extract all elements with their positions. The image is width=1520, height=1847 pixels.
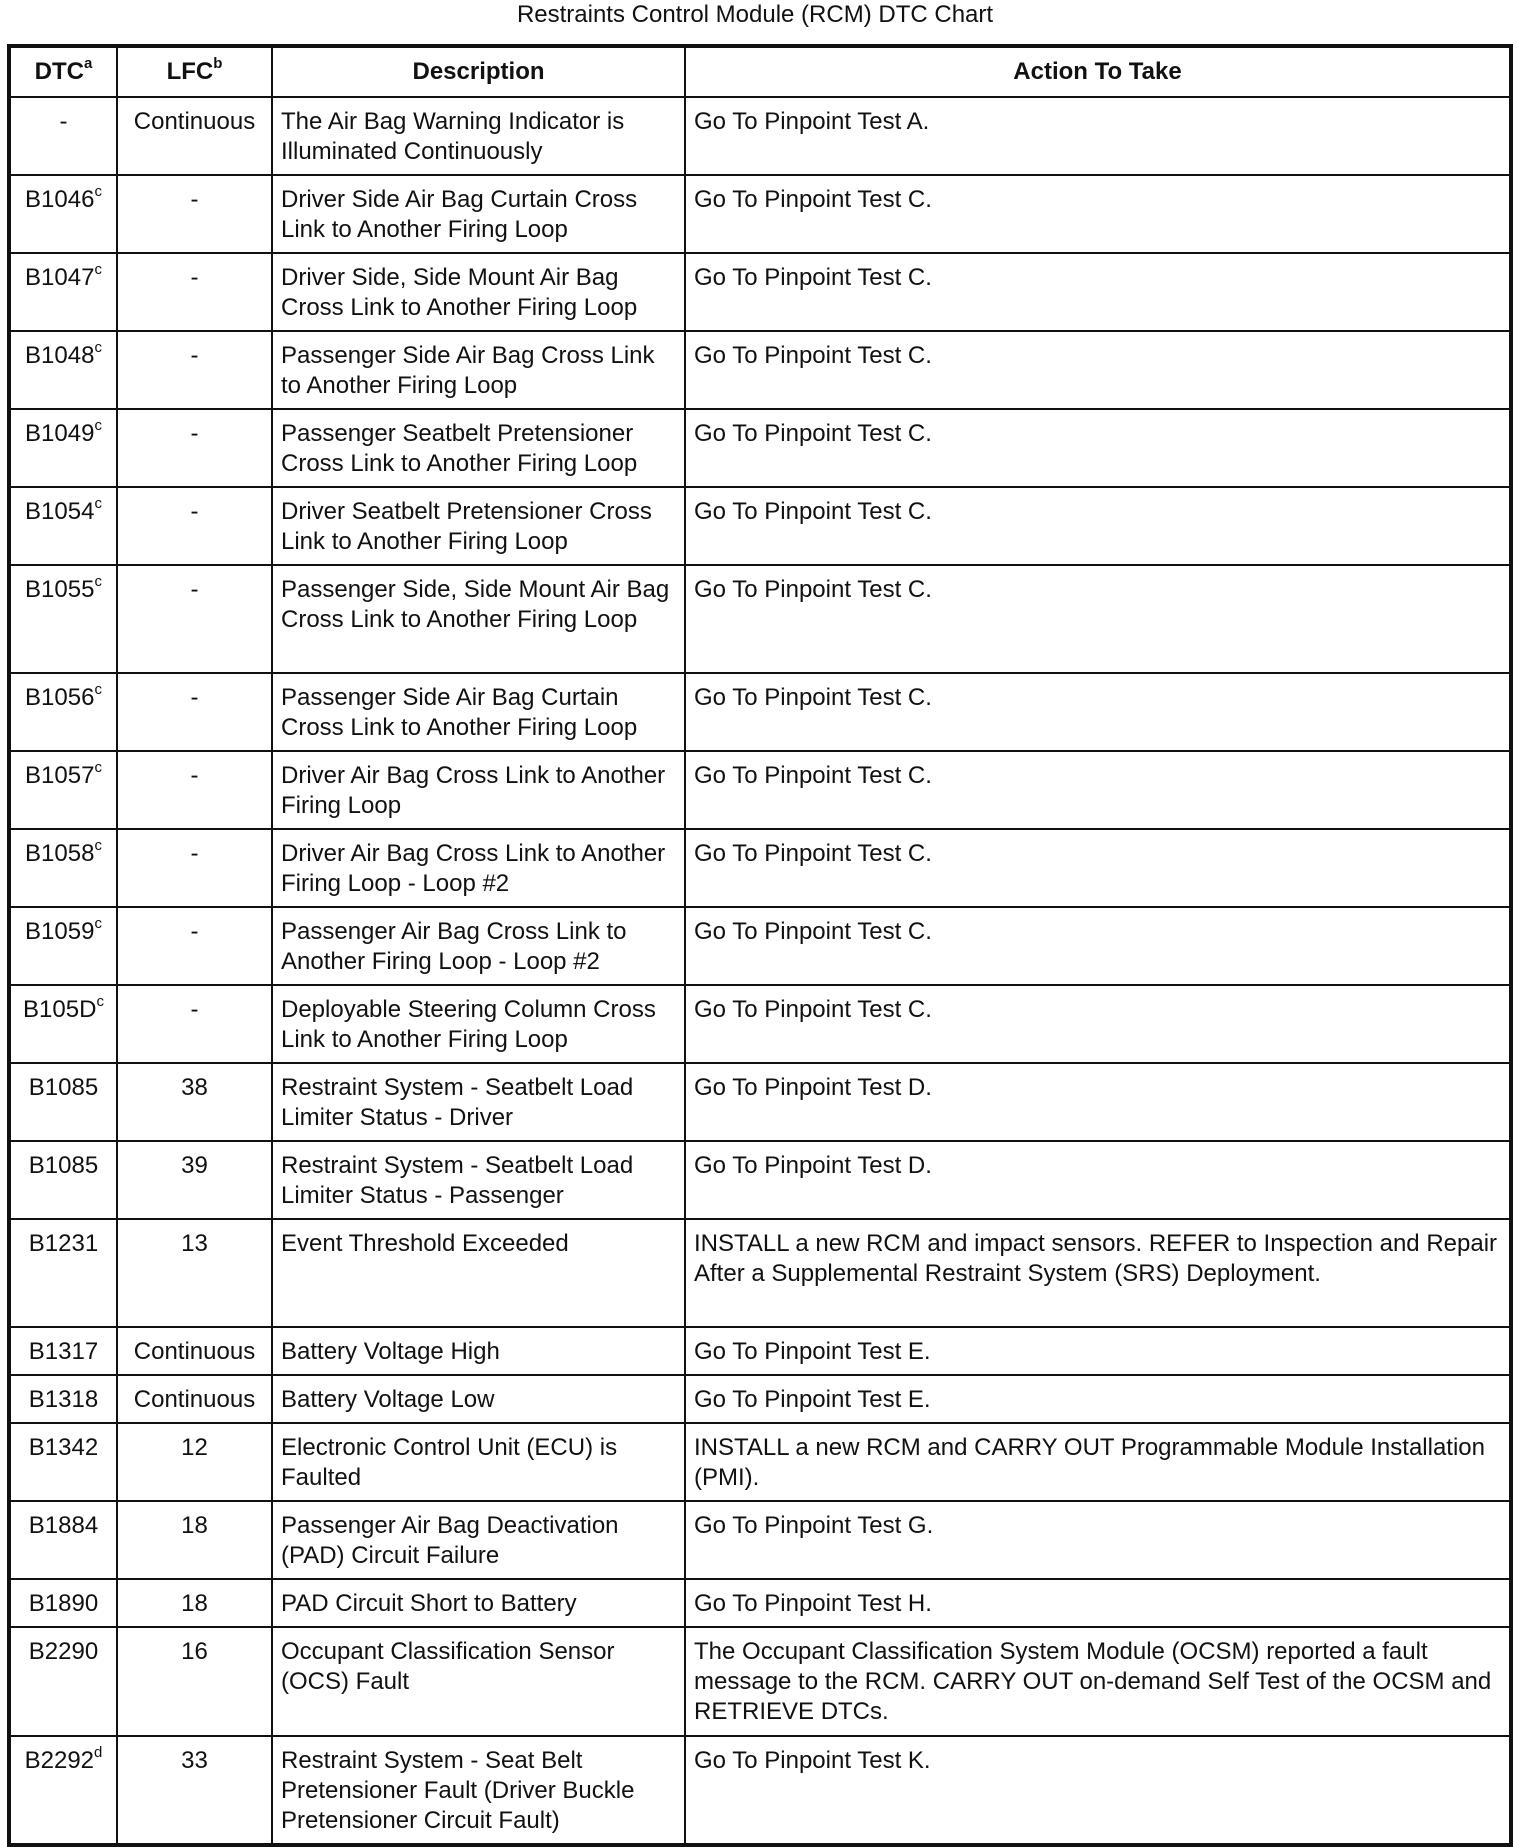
dtc-cell: B1890 [9, 1579, 117, 1627]
table-row [9, 487, 1511, 565]
lfc-cell: 33 [117, 1736, 272, 1845]
lfc-cell: 39 [117, 1141, 272, 1219]
table-row [9, 1141, 1511, 1219]
table-row [9, 751, 1511, 829]
table-row [9, 1063, 1511, 1141]
description-cell: Restraint System - Seatbelt Load Limiter Status - Driver [272, 1063, 685, 1141]
description-cell: Battery Voltage Low [272, 1375, 685, 1423]
action-cell: Go To Pinpoint Test C. [685, 331, 1511, 409]
dtc-cell: B1046$^c$ [9, 175, 117, 253]
lfc-cell: Continuous [117, 1327, 272, 1375]
description-cell: Passenger Air Bag Deactivation (PAD) Circuit Failure [272, 1501, 685, 1579]
lfc-cell: - [117, 487, 272, 565]
dtc-cell: B1049$^c$ [9, 409, 117, 487]
lfc-cell: - [117, 673, 272, 751]
description-cell: Passenger Side, Side Mount Air Bag Cross Link to Another Firing Loop [272, 565, 685, 673]
action-cell: Go To Pinpoint Test D. [685, 1063, 1511, 1141]
dtc-cell: B1055$^c$ [9, 565, 117, 673]
action-cell: Go To Pinpoint Test C. [685, 751, 1511, 829]
description-cell: PAD Circuit Short to Battery [272, 1579, 685, 1627]
lfc-cell: 16 [117, 1627, 272, 1736]
lfc-cell: - [117, 907, 272, 985]
table-row [9, 409, 1511, 487]
action-cell: Go To Pinpoint Test G. [685, 1501, 1511, 1579]
table-row [9, 1423, 1511, 1501]
table-row [9, 97, 1511, 175]
action-cell: INSTALL a new RCM and impact sensors. REFER to Inspection and Repair After a Supplemental Restraint System (SRS) Deployment. [685, 1219, 1511, 1327]
table-row [9, 1627, 1511, 1736]
action-cell: Go To Pinpoint Test K. [685, 1736, 1511, 1845]
lfc-cell: - [117, 253, 272, 331]
action-cell: Go To Pinpoint Test C. [685, 673, 1511, 751]
page-title: Restraints Control Module (RCM) DTC Chart [516, 1, 994, 28]
table-header-row [9, 46, 1511, 97]
lfc-cell: - [117, 751, 272, 829]
description-cell: Battery Voltage High [272, 1327, 685, 1375]
dtc-cell: - [9, 97, 117, 175]
table-row [9, 175, 1511, 253]
lfc-cell: - [117, 409, 272, 487]
dtc-cell: B1058$^c$ [9, 829, 117, 907]
action-cell: Go To Pinpoint Test C. [685, 985, 1511, 1063]
dtc-cell: B1054$^c$ [9, 487, 117, 565]
header-dtc: DTC$^a$ [9, 46, 117, 97]
table-row [9, 331, 1511, 409]
dtc-cell: B1884 [9, 1501, 117, 1579]
action-cell: Go To Pinpoint Test C. [685, 829, 1511, 907]
description-cell: Driver Air Bag Cross Link to Another Firing Loop [272, 751, 685, 829]
table-row [9, 673, 1511, 751]
description-cell: Restraint System - Seat Belt Pretensioner Fault (Driver Buckle Pretensioner Circuit Fault) [272, 1736, 685, 1845]
table-row [9, 1579, 1511, 1627]
dtc-cell: B1342 [9, 1423, 117, 1501]
lfc-cell: 38 [117, 1063, 272, 1141]
description-cell: Driver Seatbelt Pretensioner Cross Link to Another Firing Loop [272, 487, 685, 565]
dtc-cell: B1085 [9, 1063, 117, 1141]
header-action: Action To Take [685, 46, 1511, 97]
action-cell: Go To Pinpoint Test E. [685, 1327, 1511, 1375]
dtc-cell: B1231 [9, 1219, 117, 1327]
lfc-cell: - [117, 565, 272, 673]
action-cell: Go To Pinpoint Test C. [685, 487, 1511, 565]
lfc-cell: 18 [117, 1579, 272, 1627]
lfc-cell: 12 [117, 1423, 272, 1501]
table-row [9, 1501, 1511, 1579]
dtc-chart-table [7, 44, 1513, 1847]
dtc-cell: B1317 [9, 1327, 117, 1375]
description-cell: Event Threshold Exceeded [272, 1219, 685, 1327]
description-cell: The Air Bag Warning Indicator is Illuminated Continuously [272, 97, 685, 175]
action-cell: Go To Pinpoint Test A. [685, 97, 1511, 175]
description-cell: Restraint System - Seatbelt Load Limiter Status - Passenger [272, 1141, 685, 1219]
dtc-cell: B1059$^c$ [9, 907, 117, 985]
description-cell: Driver Air Bag Cross Link to Another Firing Loop - Loop #2 [272, 829, 685, 907]
lfc-cell: Continuous [117, 1375, 272, 1423]
description-cell: Deployable Steering Column Cross Link to Another Firing Loop [272, 985, 685, 1063]
action-cell: Go To Pinpoint Test C. [685, 253, 1511, 331]
table-row [9, 253, 1511, 331]
lfc-cell: - [117, 175, 272, 253]
table-row [9, 907, 1511, 985]
table-row [9, 829, 1511, 907]
lfc-cell: - [117, 829, 272, 907]
action-cell: Go To Pinpoint Test D. [685, 1141, 1511, 1219]
lfc-cell: 18 [117, 1501, 272, 1579]
table-row [9, 1219, 1511, 1327]
table-row [9, 1736, 1511, 1845]
description-cell: Driver Side Air Bag Curtain Cross Link to Another Firing Loop [272, 175, 685, 253]
action-cell: The Occupant Classification System Module (OCSM) reported a fault message to the RCM. CARRY OUT on-demand Self Test of the OCSM and RETRIEVE DTCs. [685, 1627, 1511, 1736]
dtc-cell: B1057$^c$ [9, 751, 117, 829]
table-row [9, 565, 1511, 673]
table-row [9, 1375, 1511, 1423]
table-row [9, 1327, 1511, 1375]
lfc-cell: - [117, 985, 272, 1063]
dtc-cell: B2290 [9, 1627, 117, 1736]
description-cell: Passenger Side Air Bag Cross Link to Another Firing Loop [272, 331, 685, 409]
action-cell: Go To Pinpoint Test H. [685, 1579, 1511, 1627]
header-lfc: LFC$^b$ [117, 46, 272, 97]
lfc-cell: - [117, 331, 272, 409]
description-cell: Occupant Classification Sensor (OCS) Fault [272, 1627, 685, 1736]
dtc-cell: B2292$^d$ [9, 1736, 117, 1845]
header-description: Description [272, 46, 685, 97]
action-cell: Go To Pinpoint Test C. [685, 175, 1511, 253]
description-cell: Driver Side, Side Mount Air Bag Cross Link to Another Firing Loop [272, 253, 685, 331]
dtc-cell: $B105D^c$ [9, 985, 117, 1063]
table-row [9, 985, 1511, 1063]
description-cell: Passenger Air Bag Cross Link to Another Firing Loop - Loop #2 [272, 907, 685, 985]
action-cell: Go To Pinpoint Test C. [685, 409, 1511, 487]
action-cell: Go To Pinpoint Test C. [685, 907, 1511, 985]
dtc-cell: B1056$^c$ [9, 673, 117, 751]
dtc-cell: B1085 [9, 1141, 117, 1219]
dtc-cell: B1048$^c$ [9, 331, 117, 409]
description-cell: Passenger Seatbelt Pretensioner Cross Link to Another Firing Loop [272, 409, 685, 487]
description-cell: Electronic Control Unit (ECU) is Faulted [272, 1423, 685, 1501]
action-cell: INSTALL a new RCM and CARRY OUT Programmable Module Installation (PMI). [685, 1423, 1511, 1501]
lfc-cell: 13 [117, 1219, 272, 1327]
description-cell: Passenger Side Air Bag Curtain Cross Link to Another Firing Loop [272, 673, 685, 751]
dtc-cell: B1047$^c$ [9, 253, 117, 331]
lfc-cell: Continuous [117, 97, 272, 175]
action-cell: Go To Pinpoint Test E. [685, 1375, 1511, 1423]
action-cell: Go To Pinpoint Test C. [685, 565, 1511, 673]
dtc-cell: B1318 [9, 1375, 117, 1423]
